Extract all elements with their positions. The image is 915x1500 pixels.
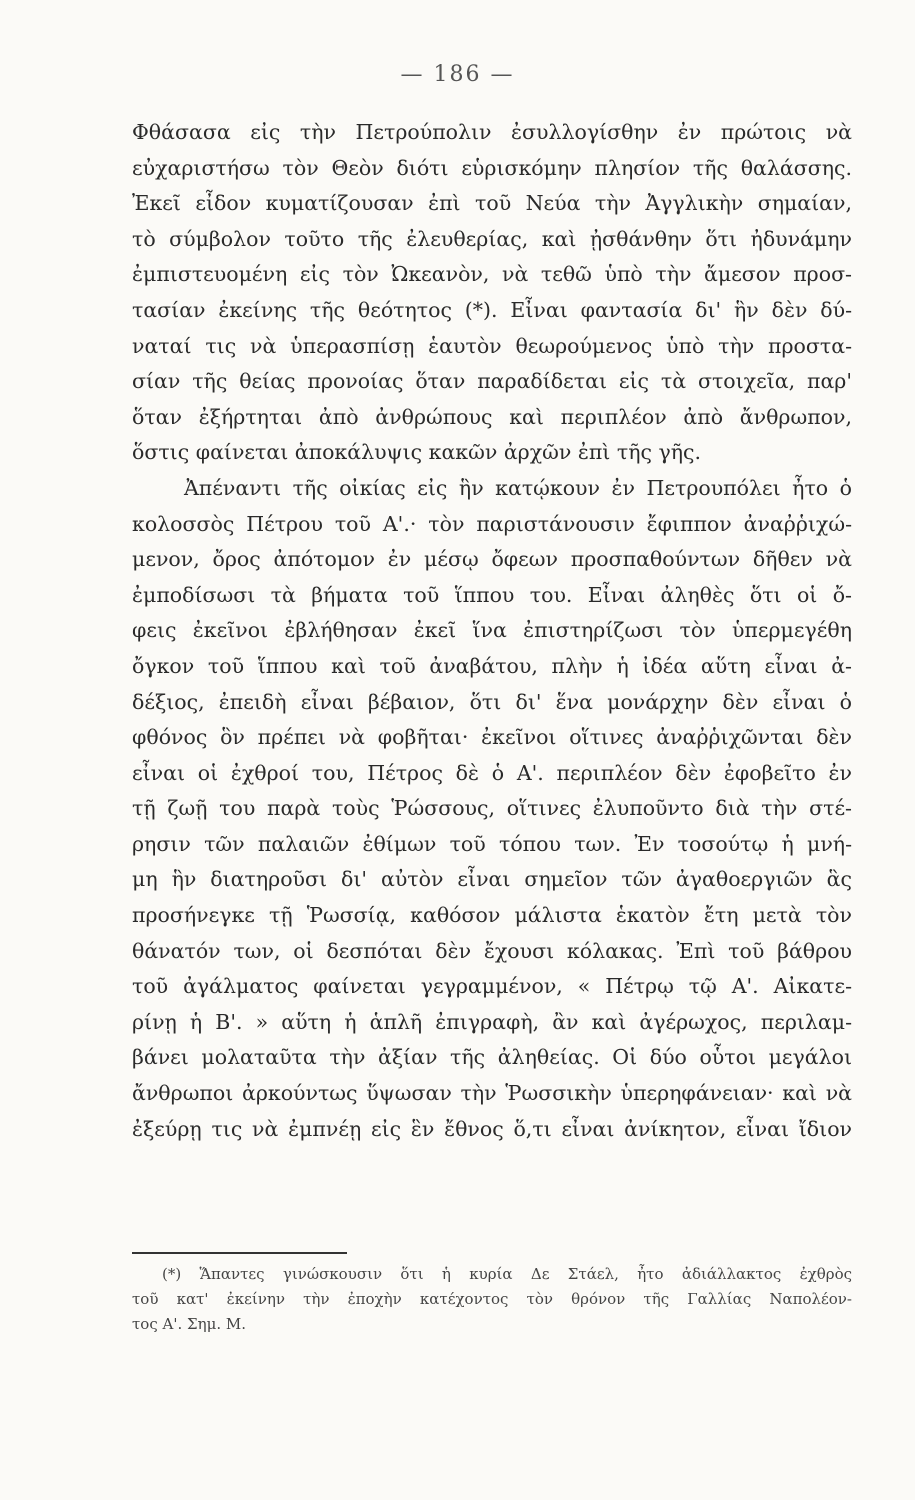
text-line: τοῦ ἀγάλματος φαίνεται γεγραμμένον, « Πέτρῳ τῷ Α'. Αἰκατε- [132, 974, 852, 999]
text-line: ἄνθρωποι ἀρκούντως ὕψωσαν τὴν Ῥωσσικὴν ὑπερηφάνειαν· καὶ νὰ [132, 1081, 852, 1106]
text-line: ρίνῃ ἡ Β'. » αὕτη ἡ ἁπλῆ ἐπιγραφὴ, ἂν καὶ ἀγέρωχος, περιλαμ- [132, 1009, 852, 1034]
text-line: ναταί τις νὰ ὑπερασπίσῃ ἑαυτὸν θεωρούμενος ὑπὸ τὴν προστα- [132, 333, 852, 358]
text-line: φθόνος ὃν πρέπει νὰ φοβῆται· ἐκεῖνοι οἵτινες ἀναῤῥιχῶνται δὲν [132, 725, 852, 750]
text-line: θάνατόν των, οἱ δεσπόται δὲν ἔχουσι κόλακας. Ἐπὶ τοῦ βάθρου [132, 938, 852, 963]
text-line: δέξιος, ἐπειδὴ εἶναι βέβαιον, ὅτι δι' ἕνα μονάρχην δὲν εἶναι ὁ [132, 689, 852, 714]
text-line: ρησιν τῶν παλαιῶν ἐθίμων τοῦ τόπου των. Ἐν τοσούτῳ ἡ μνή- [132, 831, 852, 856]
text-line: βάνει μολαταῦτα τὴν ἀξίαν τῆς ἀληθείας. Οἱ δύο οὗτοι μεγάλοι [132, 1045, 852, 1070]
text-line: τασίαν ἐκείνης τῆς θεότητος (*). Εἶναι φαντασία δι' ἣν δὲν δύ- [132, 297, 852, 322]
text-line: εἶναι οἱ ἐχθροί του, Πέτρος δὲ ὁ Α'. περιπλέον δὲν ἐφοβεῖτο ἐν [132, 760, 852, 785]
text-line: ὅταν ἐξήρτηται ἀπὸ ἀνθρώπους καὶ περιπλέον ἀπὸ ἄνθρωπον, [132, 404, 852, 429]
footnote-line: τοῦ κατ' ἐκείνην τὴν ἐποχὴν κατέχοντος τὸν θρόνον τῆς Γαλλίας Ναπολέον- [132, 1290, 852, 1308]
text-line: τῇ ζωῇ του παρὰ τοὺς Ῥώσσους, οἵτινες ἐλυποῦντο διὰ τὴν στέ- [132, 796, 852, 821]
text-line: ἐμπιστευομένη εἰς τὸν Ὠκεανὸν, νὰ τεθῶ ὑπὸ τὴν ἄμεσον προσ- [132, 262, 852, 287]
footnote-line: τος Α'. Σημ. Μ. [132, 1315, 246, 1333]
text-line: μη ἣν διατηροῦσι δι' αὐτὸν εἶναι σημεῖον τῶν ἀγαθοεργιῶν ἃς [132, 867, 852, 892]
footnote-divider [132, 1252, 347, 1254]
text-line: ὅστις φαίνεται ἀποκάλυψις κακῶν ἀρχῶν ἐπὶ τῆς γῆς. [132, 440, 702, 465]
text-line: Φθάσασα εἰς τὴν Πετρούπολιν ἐσυλλογίσθην ἐν πρώτοις νὰ [132, 120, 852, 144]
body-text [132, 115, 852, 1147]
paragraph-start-line: Ἀπέναντι τῆς οἰκίας εἰς ἣν κατῴκουν ἐν Πετρουπόλει ἦτο ὁ [184, 475, 852, 500]
text-line: εὐχαριστήσω τὸν Θεὸν διότι εὑρισκόμην πλησίον τῆς θαλάσσης. [132, 155, 852, 180]
text-line: φεις ἐκεῖνοι ἐβλήθησαν ἐκεῖ ἵνα ἐπιστηρίζωσι τὸν ὑπερμεγέθη [132, 618, 852, 643]
text-line: κολοσσὸς Πέτρου τοῦ Α'.· τὸν παριστάνουσιν ἔφιππον ἀναῤῥιχώ- [132, 511, 852, 536]
footnote-line: (*) Ἅπαντες γινώσκουσιν ὅτι ἡ κυρία Δε Στάελ, ἦτο ἀδιάλλακτος ἐχθρὸς [162, 1265, 852, 1283]
footnote [132, 1262, 852, 1337]
text-line: ἐμποδίσωσι τὰ βήματα τοῦ ἵππου του. Εἶναι ἀληθὲς ὅτι οἱ ὄ- [132, 582, 852, 607]
text-line: Ἐκεῖ εἶδον κυματίζουσαν ἐπὶ τοῦ Νεύα τὴν Ἀγγλικὴν σημαίαν, [132, 191, 852, 216]
text-line: τὸ σύμβολον τοῦτο τῆς ἐλευθερίας, καὶ ᾐσθάνθην ὅτι ἠδυνάμην [132, 226, 852, 251]
text-line: προσήνεγκε τῇ Ῥωσσίᾳ, καθόσον μάλιστα ἑκατὸν ἔτη μετὰ τὸν [132, 903, 852, 928]
text-line: μενον, ὄρος ἀπότομον ἐν μέσῳ ὄφεων προσπαθούντων δῆθεν νὰ [132, 547, 852, 572]
text-line: ὄγκον τοῦ ἵππου καὶ τοῦ ἀναβάτου, πλὴν ἡ ἰδέα αὕτη εἶναι ἀ- [132, 653, 852, 678]
page-number: — 186 — [400, 62, 515, 87]
text-line: ἐξεύρῃ τις νὰ ἐμπνέῃ εἰς ἓν ἔθνος ὅ,τι εἶναι ἀνίκητον, εἶναι ἴδιον [132, 1116, 852, 1141]
text-line: σίαν τῆς θείας προνοίας ὅταν παραδίδεται εἰς τὰ στοιχεῖα, παρ' [132, 369, 852, 394]
